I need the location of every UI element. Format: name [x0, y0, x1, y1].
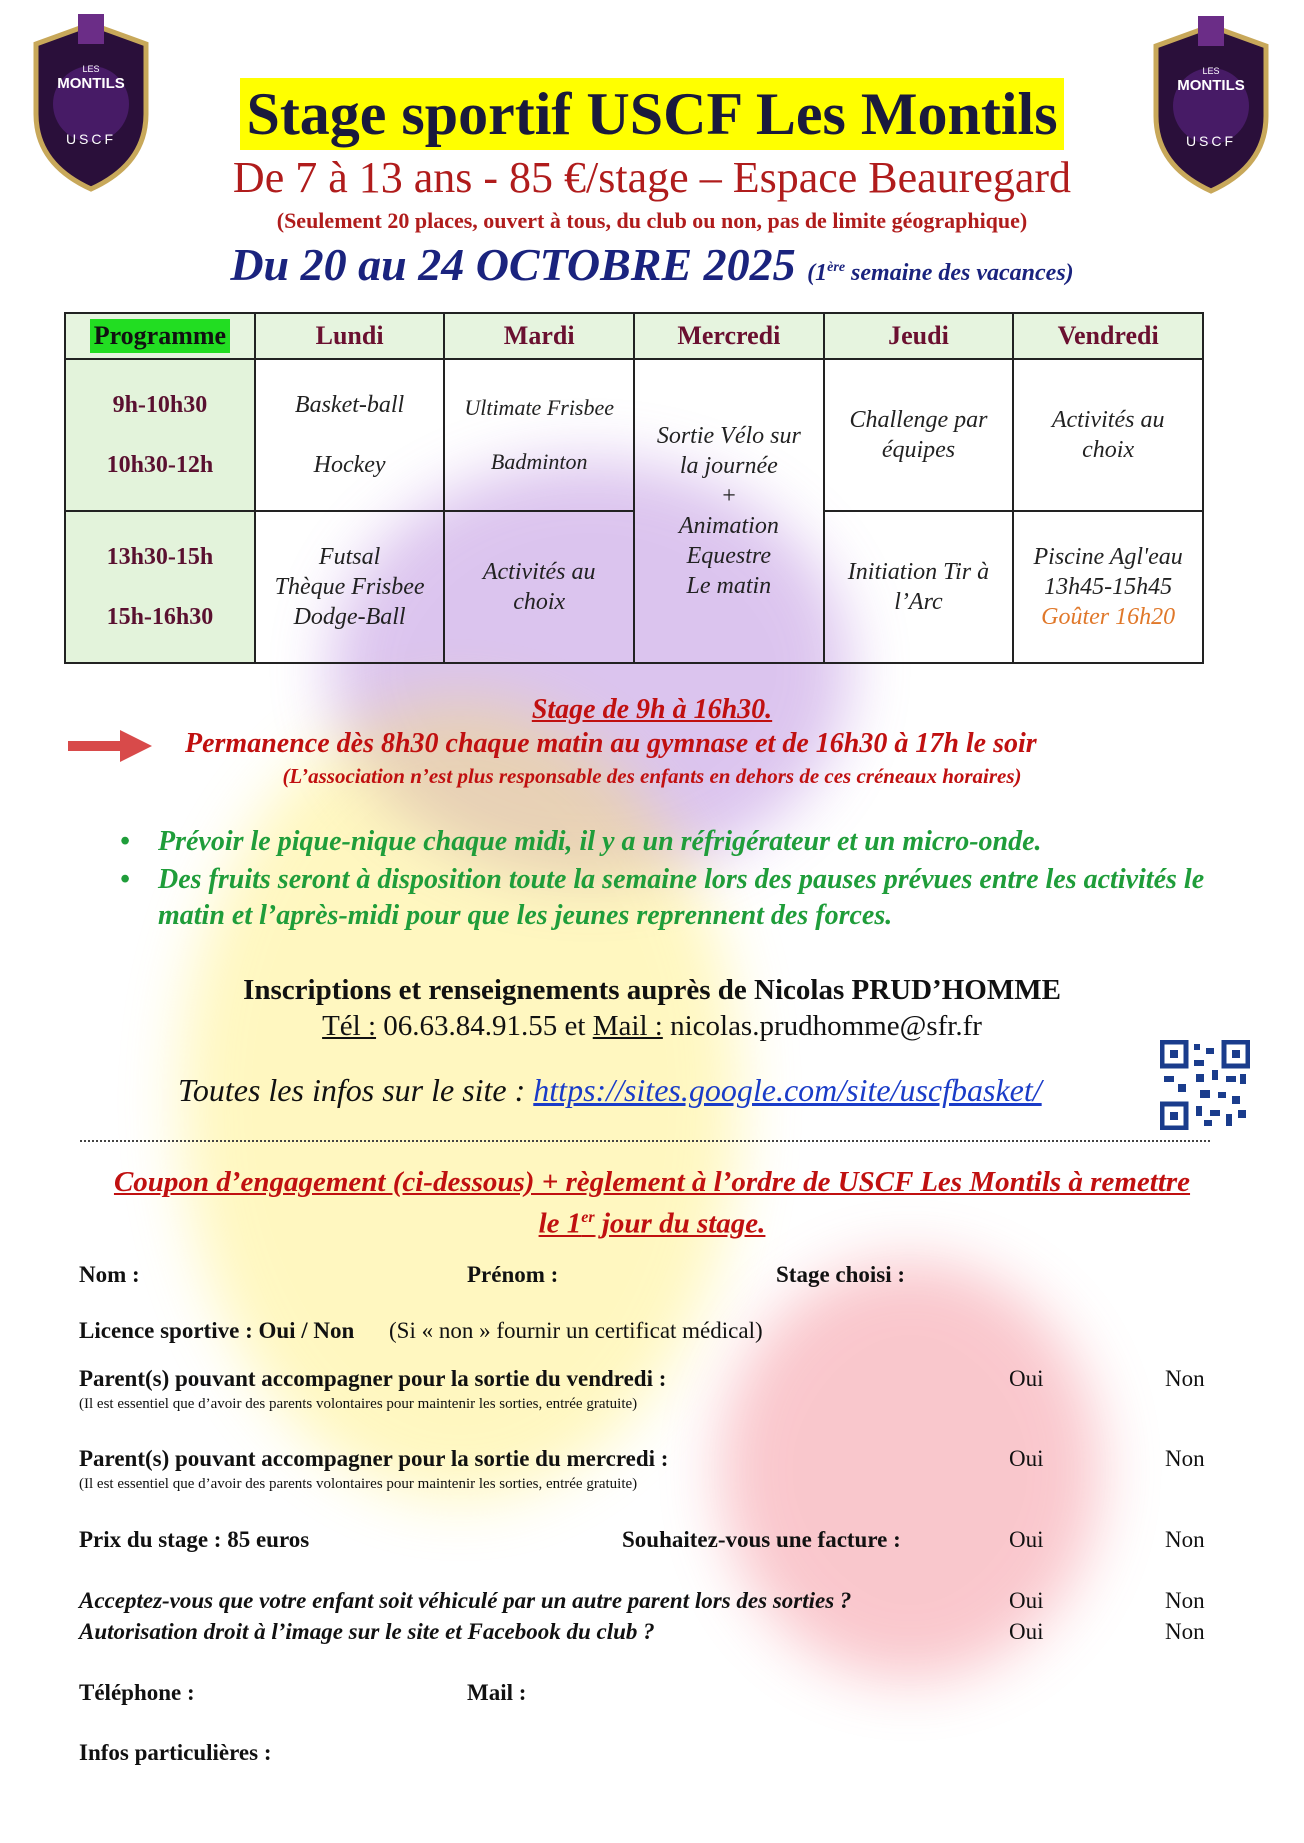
activity: Equestre [686, 543, 772, 569]
activity: Le matin [686, 573, 772, 599]
activity: l’Arc [894, 589, 943, 615]
header-day: Jeudi [824, 313, 1014, 359]
nom-label: Nom : [79, 1262, 140, 1287]
dates-text: Du 20 au 24 OCTOBRE 2025 [230, 239, 796, 290]
activity: 13h45-15h45 [1044, 574, 1173, 600]
programme-label: Programme [90, 319, 230, 353]
site-line [178, 1072, 1042, 1109]
activity: Activités au [1051, 407, 1165, 433]
cell-mardi-pm [444, 511, 634, 663]
prix-label: Prix du stage : 85 euros [79, 1527, 310, 1552]
activity: Initiation Tir à [847, 559, 990, 585]
bullet-item: • Prévoir le pique-nique chaque midi, il y a un réfrigérateur et un micro-onde. [120, 824, 1210, 860]
oui-option[interactable]: Oui [1009, 1588, 1044, 1613]
dates-note-post: semaine des vacances) [845, 260, 1074, 286]
site-label: Toutes les infos sur le site : [178, 1072, 534, 1108]
stage-hours: Stage de 9h à 16h30. [531, 694, 773, 725]
image-label: Autorisation droit à l’image sur le site et Facebook du club ? [79, 1619, 655, 1644]
header-day: Mercredi [634, 313, 824, 359]
places-note: (Seulement 20 places, ouvert à tous, du club ou non, pas de limite géographique) [276, 208, 1028, 233]
coupon-line-2-pre: le 1 [538, 1207, 582, 1240]
logo-text-mid: MONTILS [1177, 77, 1245, 94]
activity: Challenge par [849, 407, 988, 433]
dates-note [807, 260, 1074, 286]
cell-jeudi-am [824, 359, 1014, 511]
permanence-text: Permanence dès 8h30 chaque matin au gymnase et de 16h30 à 17h le soir [185, 728, 1037, 759]
oui-option[interactable]: Oui [1009, 1527, 1044, 1552]
vendredi-note: (Il est essentiel que d’avoir des parents volontaires pour maintenir les sorties, entrée gratuite) [79, 1396, 638, 1412]
activity: Activités au [482, 559, 596, 585]
non-option[interactable]: Non [1165, 1446, 1205, 1471]
activity: choix [1082, 437, 1135, 463]
time-slot: 10h30-12h [106, 452, 214, 478]
cell-lundi-am [255, 359, 445, 511]
activity: Badminton [490, 449, 588, 474]
non-option[interactable]: Non [1165, 1527, 1205, 1552]
logo-text-bottom: USCF [1185, 133, 1237, 149]
dates-note-pre: (1 [807, 260, 828, 286]
cell-lundi-pm [255, 511, 445, 663]
mercredi-note: (Il est essentiel que d’avoir des parents volontaires pour maintenir les sorties, entrée gratuite) [79, 1476, 638, 1492]
dates-note-sup: ère [827, 260, 846, 275]
site-link[interactable]: https://sites.google.com/site/uscfbasket/ [533, 1072, 1042, 1108]
cell-vendredi-pm [1013, 511, 1203, 663]
licence-note: (Si « non » fournir un certificat médical) [389, 1318, 763, 1343]
info-bullets [120, 824, 1210, 936]
contact-line [0, 1010, 1304, 1043]
telephone-label: Téléphone : [79, 1680, 195, 1705]
logo-text-bottom: USCF [65, 131, 117, 147]
header-day: Vendredi [1013, 313, 1203, 359]
mail-label-form: Mail : [467, 1680, 527, 1705]
facture-label: Souhaitez-vous une facture : [622, 1527, 901, 1552]
tel-value: 06.63.84.91.55 et [376, 1010, 593, 1042]
oui-option[interactable]: Oui [1009, 1446, 1044, 1471]
activity: la journée [679, 453, 778, 479]
coupon-heading [0, 1164, 1304, 1242]
logo-text-top: LES [1202, 66, 1220, 76]
time-slot: 9h-10h30 [112, 392, 208, 418]
page-title: Stage sportif USCF Les Montils [240, 78, 1063, 150]
vehicule-label: Acceptez-vous que votre enfant soit véhiculé par un autre parent lors des sorties ? [79, 1588, 852, 1613]
mail-value: nicolas.prudhomme@sfr.fr [662, 1010, 982, 1042]
arrow-right-icon [68, 728, 152, 764]
dotted-separator [80, 1140, 1210, 1142]
activity: Ultimate Frisbee [464, 395, 615, 420]
dates-line [0, 238, 1304, 291]
mail-label: Mail : [592, 1010, 663, 1042]
activity: Dodge-Ball [293, 604, 406, 630]
schedule-header-row [65, 313, 1203, 359]
cell-mardi-am [444, 359, 634, 511]
non-option[interactable]: Non [1165, 1619, 1205, 1644]
time-slot: 13h30-15h [106, 544, 214, 570]
header-programme [65, 313, 255, 359]
header-day: Mardi [444, 313, 634, 359]
activity-gouter: Goûter 16h20 [1041, 604, 1176, 630]
coupon-line-2-post: jour du stage. [594, 1207, 766, 1240]
infos-label: Infos particulières : [79, 1740, 272, 1765]
inscriptions-heading: Inscriptions et renseignements auprès de Nicolas PRUD’HOMME [243, 974, 1061, 1006]
activity: Hockey [313, 452, 386, 478]
coupon-line-2 [0, 1200, 1304, 1242]
schedule-row-morning [65, 359, 1203, 511]
header-day: Lundi [255, 313, 445, 359]
qr-code-icon [1160, 1040, 1250, 1130]
cell-mercredi [634, 359, 824, 663]
activity: Piscine Agl'eau [1033, 544, 1183, 570]
time-cell-afternoon [65, 511, 255, 663]
activity: Thèque Frisbee [274, 574, 425, 600]
vendredi-label: Parent(s) pouvant accompagner pour la sortie du vendredi : [79, 1366, 667, 1391]
prenom-label: Prénom : [467, 1262, 559, 1287]
oui-option[interactable]: Oui [1009, 1619, 1044, 1644]
responsibility-note: (L’association n’est plus responsable des enfants en dehors de ces créneaux horaires) [282, 764, 1022, 788]
coupon-line-2-sup: er [581, 1209, 595, 1226]
activity: choix [513, 589, 566, 615]
mercredi-label: Parent(s) pouvant accompagner pour la sortie du mercredi : [79, 1446, 669, 1471]
time-slot: 15h-16h30 [106, 604, 214, 630]
activity: équipes [881, 437, 956, 463]
cell-jeudi-pm [824, 511, 1014, 663]
activity: + [720, 483, 737, 509]
non-option[interactable]: Non [1165, 1366, 1205, 1391]
activity: Futsal [318, 544, 381, 570]
activity: Basket-ball [294, 392, 405, 418]
activity: Animation [678, 513, 779, 539]
logo-text-top: LES [82, 64, 100, 74]
oui-option[interactable]: Oui [1009, 1366, 1044, 1391]
licence-label: Licence sportive : Oui / Non [79, 1318, 355, 1343]
cell-vendredi-am [1013, 359, 1203, 511]
stage-choisi-label: Stage choisi : [776, 1262, 906, 1287]
coupon-line-1: Coupon d’engagement (ci-dessous) + règlement à l’ordre de USCF Les Montils à remettre [113, 1166, 1191, 1198]
time-cell-morning [65, 359, 255, 511]
tel-label: Tél : [322, 1010, 377, 1042]
non-option[interactable]: Non [1165, 1588, 1205, 1613]
logo-text-mid: MONTILS [57, 75, 125, 92]
activity: Sortie Vélo sur [656, 423, 801, 449]
subtitle: De 7 à 13 ans - 85 €/stage – Espace Beauregard [232, 153, 1072, 202]
title-container [0, 78, 1304, 150]
bullet-item: • Des fruits seront à disposition toute la semaine lors des pauses prévues entre les activités le matin et l’après-midi pour que les jeunes reprennent des forces. [120, 862, 1210, 934]
schedule-table [64, 312, 1204, 664]
